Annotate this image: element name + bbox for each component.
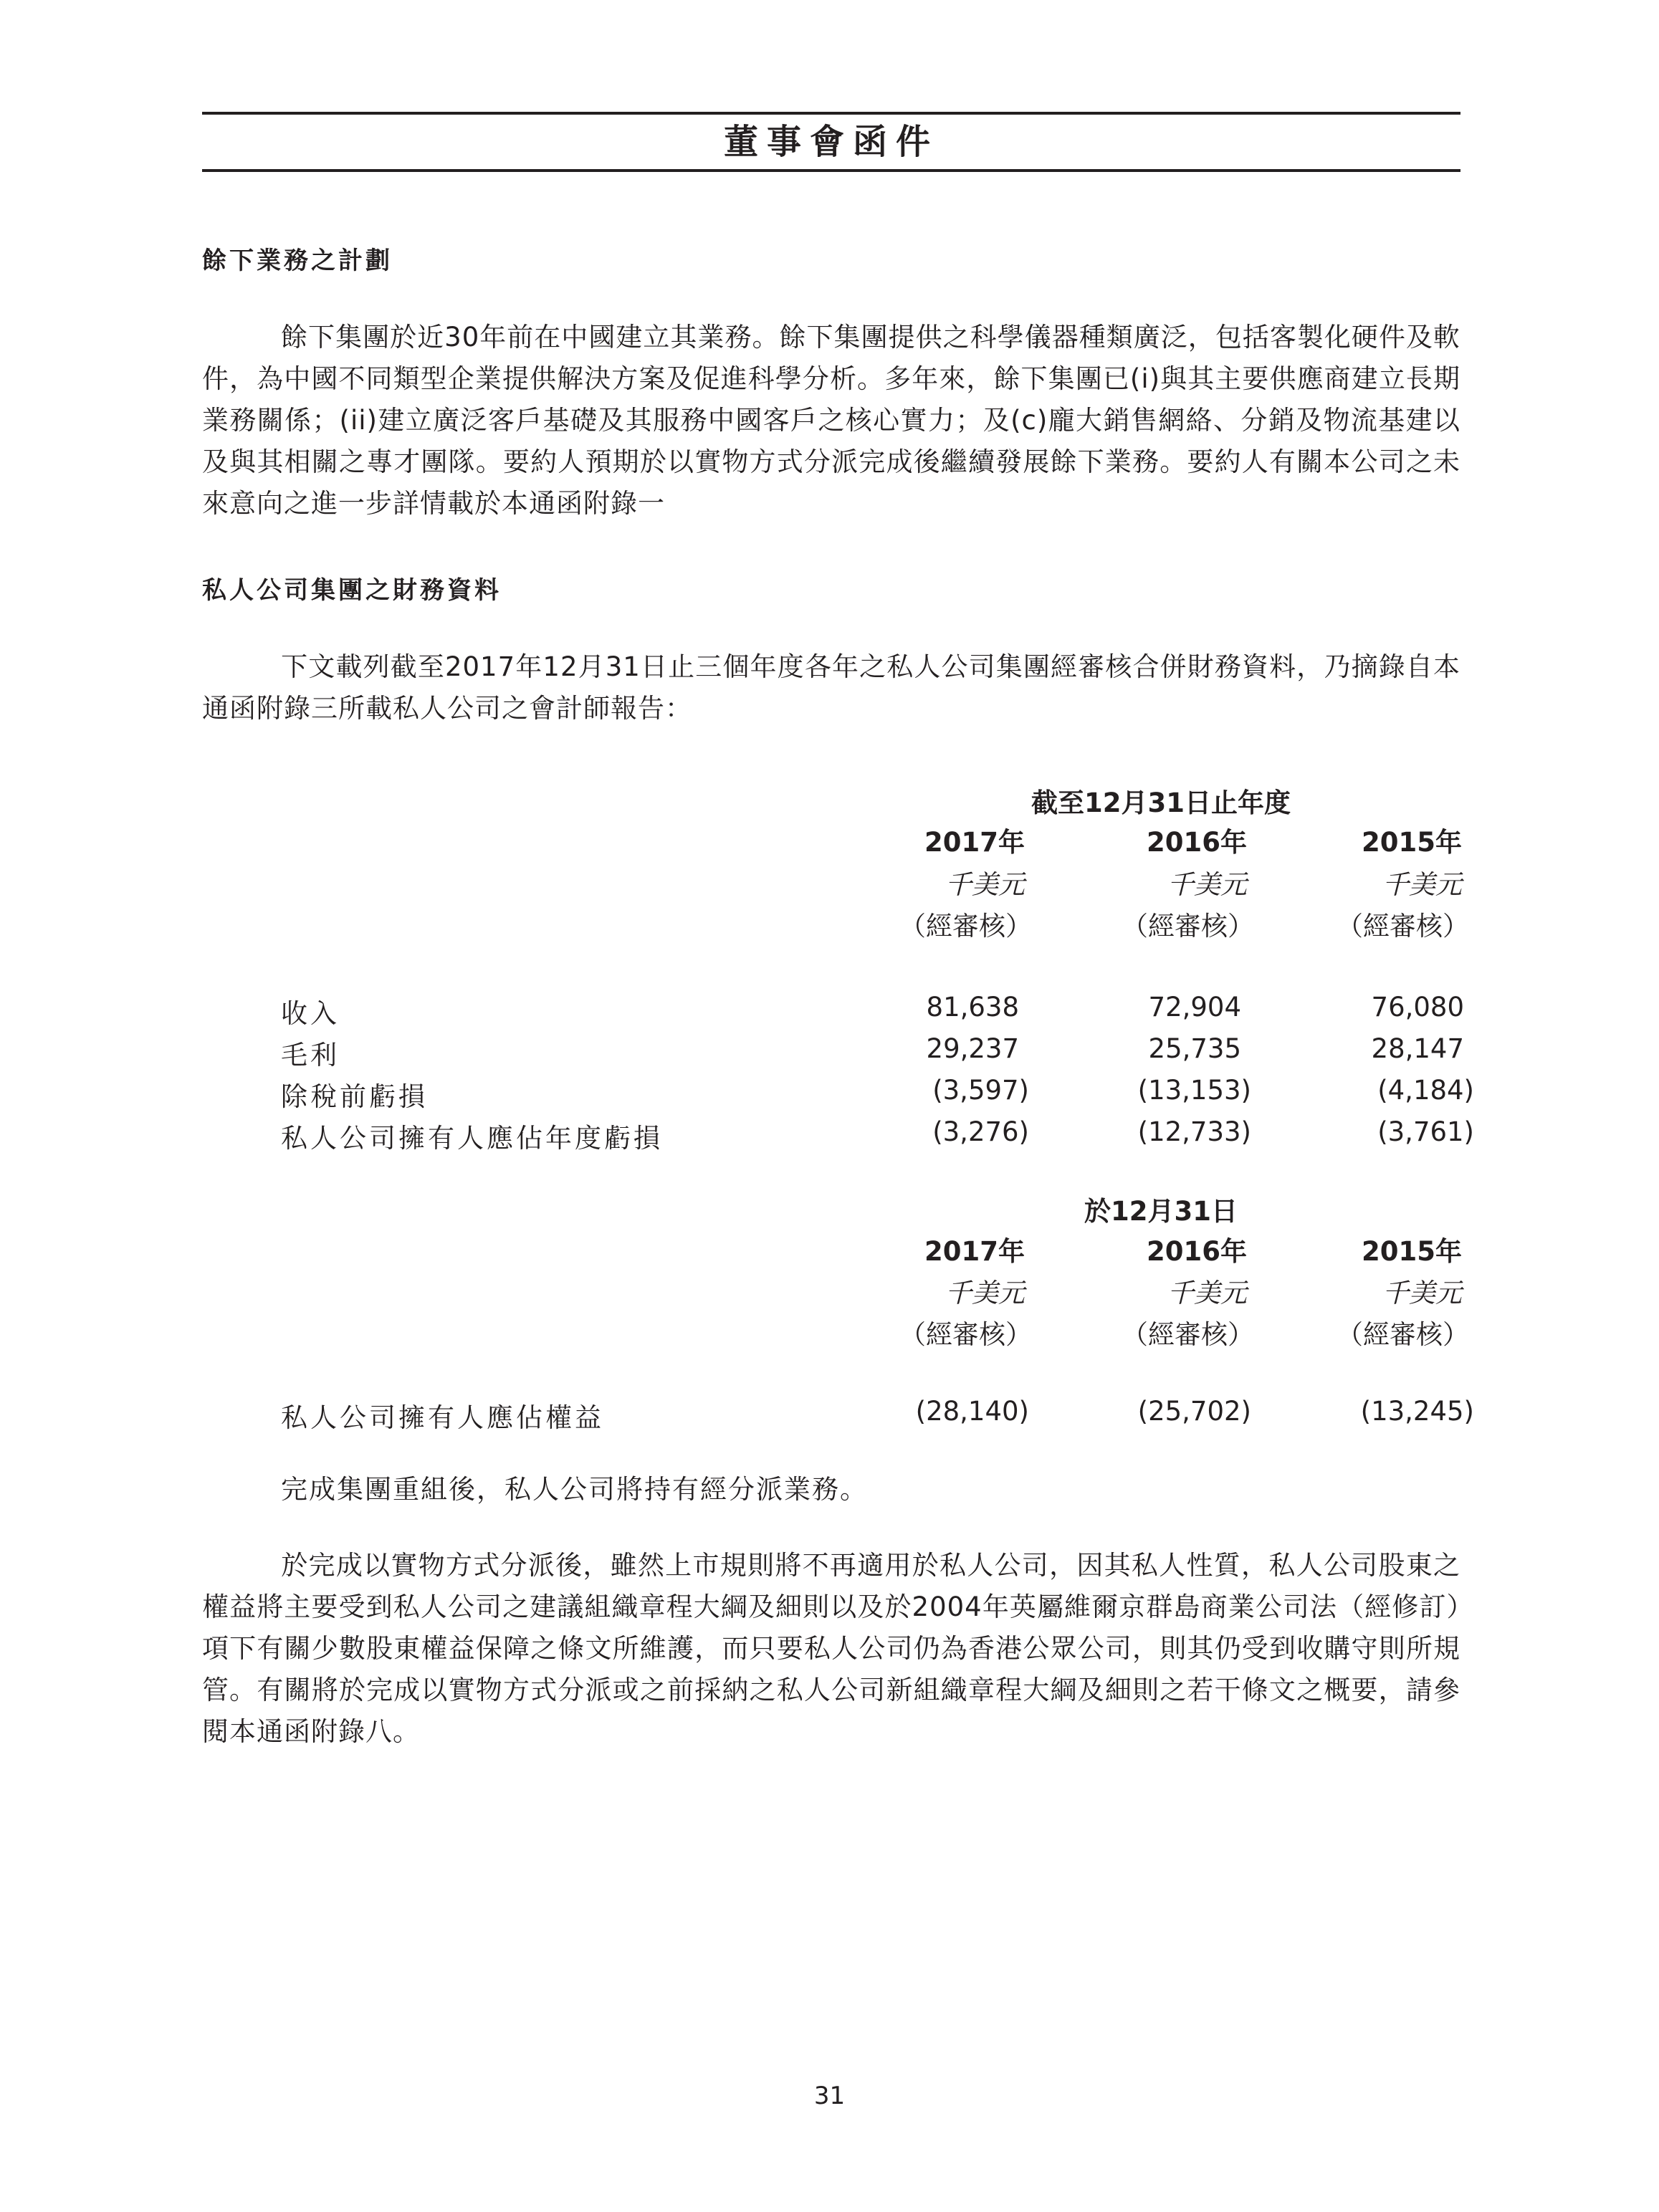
table2-unit-2015: 千美元 [1382,1278,1462,1308]
reorganisation-note: 完成集團重組後，私人公司將持有經分派業務。 [281,1474,868,1505]
table2-year-2017: 2017年 [924,1236,1025,1267]
paragraph-text: 餘下集團於近30年前在中國建立其業務。餘下集團提供之科學儀器種類廣泛，包括客製化硬件及軟件，為中國不同類型企業提供解決方案及促進科學分析。多年來，餘下集團已(i)與其主要供應商建立長期業務關係；(ii)建立廣泛客戶基礎及其服務中國客戶之核心實力；及(c)龐大銷售網絡、分銷及物流基建以及與其相關之專才團隊。要約人預期於以實物方式分派完成後繼續發展餘下業務。要約人有關本公司之未來意向之進一步詳情載於本通函附錄一 [202,322,1460,519]
table1-audited-2017: （經審核） [899,911,1032,942]
table1-cell: 72,904 [1148,992,1241,1023]
table1-year-2016: 2016年 [1147,827,1247,858]
paragraph-financials-intro [202,646,1460,729]
table1-year-2015: 2015年 [1362,827,1462,858]
table1-audited-2016: （經審核） [1122,911,1254,942]
paragraph-text: 下文載列截至2017年12月31日止三個年度各年之私人公司集團經審核合併財務資料，乃摘錄自本通函附錄三所載私人公司之會計師報告： [202,651,1460,724]
section-heading-private-company-financials: 私人公司集團之財務資料 [202,576,502,605]
paragraph-remaining-business [202,317,1460,525]
table1-cell: (3,761) [1377,1116,1474,1147]
table1-audited-2015: （經審核） [1337,911,1469,942]
table1-row-label: 收入 [281,998,340,1029]
page-number: 31 [813,2082,846,2110]
table1-unit-2016: 千美元 [1167,869,1247,900]
table1-year-2017: 2017年 [924,827,1025,858]
table2-unit-2017: 千美元 [945,1278,1025,1308]
table1-unit-2015: 千美元 [1382,869,1462,900]
table2-audited-2015: （經審核） [1337,1319,1469,1350]
table2-cell: (13,245) [1360,1396,1474,1427]
table1-cell: (3,597) [932,1075,1029,1106]
table2-period-header: 於12月31日 [1084,1196,1238,1227]
table1-cell: (12,733) [1137,1116,1251,1147]
table2-audited-2017: （經審核） [899,1319,1032,1350]
table1-row-label: 除稅前虧損 [281,1081,428,1112]
table2-audited-2016: （經審核） [1122,1319,1254,1350]
table2-cell: (28,140) [915,1396,1029,1427]
table1-cell: (13,153) [1137,1075,1251,1106]
paragraph-after-distribution [202,1545,1460,1753]
table1-cell: 28,147 [1371,1033,1464,1064]
table1-cell: (4,184) [1377,1075,1474,1106]
table1-cell: 76,080 [1371,992,1464,1023]
table1-period-header: 截至12月31日止年度 [1031,787,1291,818]
paragraph-text: 於完成以實物方式分派後，雖然上市規則將不再適用於私人公司，因其私人性質，私人公司股東之權益將主要受到私人公司之建議組織章程大綱及細則以及於2004年英屬維爾京群島商業公司法（經修訂）項下有關少數股東權益保障之條文所維護，而只要私人公司仍為香港公眾公司，則其仍受到收購守則所規管。有關將於完成以實物方式分派或之前採納之私人公司新組織章程大綱及細則之若干條文之概要，請參閱本通函附錄八。 [202,1550,1460,1747]
header-bottom-rule [202,169,1460,172]
table1-cell: 81,638 [926,992,1019,1023]
table1-cell: (3,276) [932,1116,1029,1147]
table2-row-label: 私人公司擁有人應佔權益 [281,1402,604,1433]
table2-year-2015: 2015年 [1362,1236,1462,1267]
table1-cell: 29,237 [926,1033,1019,1064]
table2-unit-2016: 千美元 [1167,1278,1247,1308]
page-title: 董事會函件 [723,122,939,162]
table1-cell: 25,735 [1148,1033,1241,1064]
section-heading-remaining-business: 餘下業務之計劃 [202,246,393,275]
table2-cell: (25,702) [1137,1396,1251,1427]
table1-row-label: 私人公司擁有人應佔年度虧損 [281,1123,663,1154]
table1-row-label: 毛利 [281,1040,340,1071]
table2-year-2016: 2016年 [1147,1236,1247,1267]
table1-unit-2017: 千美元 [945,869,1025,900]
